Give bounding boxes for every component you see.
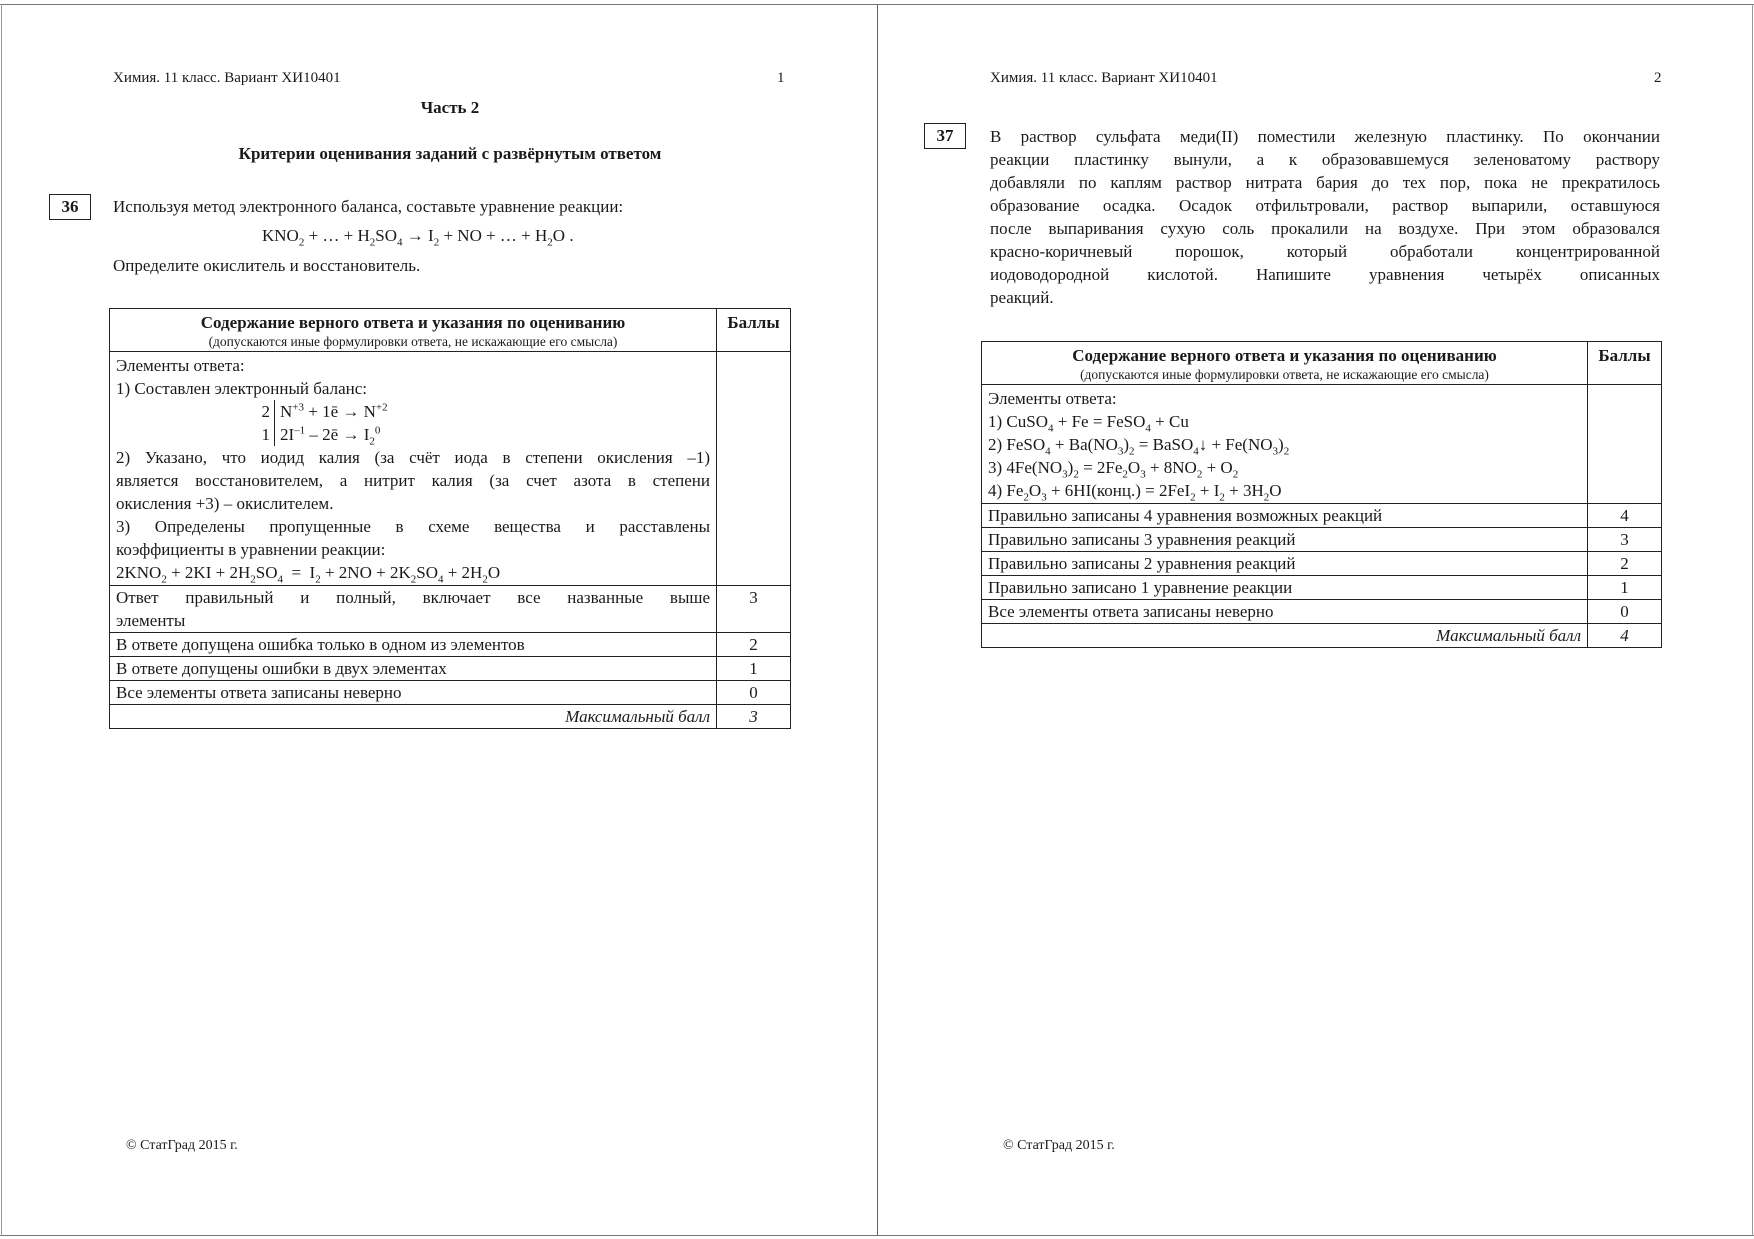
criterion-score: 0 bbox=[1588, 600, 1662, 624]
answer-elements-row bbox=[982, 385, 1662, 504]
max-score-row bbox=[110, 705, 791, 729]
answer-elements bbox=[982, 385, 1588, 504]
running-header: Химия. 11 класс. Вариант ХИ10401 bbox=[990, 70, 1218, 86]
elements-label: Элементы ответа: bbox=[116, 356, 245, 375]
task-number-box: 36 bbox=[49, 194, 91, 220]
table-row bbox=[982, 600, 1662, 624]
header-content bbox=[982, 342, 1588, 385]
task-line: после выпаривания сухую соль прокалили на воздухе. При этом образовался bbox=[990, 219, 1660, 238]
header-content bbox=[110, 309, 717, 352]
table-row bbox=[982, 576, 1662, 600]
task-followup: Определите окислитель и восстановитель. bbox=[113, 256, 421, 275]
item-2-line: окисления +3) – окислителем. bbox=[116, 494, 334, 513]
task-line: В раствор сульфата меди(II) поместили железную пластинку. По окончании bbox=[990, 127, 1660, 146]
criterion-text: Ответ правильный и полный, включает все названные выше bbox=[116, 588, 710, 607]
part-title: Часть 2 bbox=[420, 98, 480, 117]
criterion-score: 2 bbox=[1588, 552, 1662, 576]
criterion-score: 3 bbox=[1588, 528, 1662, 552]
task-text bbox=[990, 125, 1660, 309]
criteria-table-37 bbox=[981, 341, 1662, 648]
page-number: 2 bbox=[1654, 70, 1662, 86]
table-row bbox=[110, 586, 791, 633]
reaction-scheme: $KNO_2$ + … + $H_2SO_4 \to I_2$ + NO + … + $H_2O$ . bbox=[262, 226, 574, 249]
criterion-text: Все элементы ответа записаны неверно bbox=[982, 600, 1588, 624]
task-number-box: 37 bbox=[924, 123, 966, 149]
header-sub: (допускаются иные формулировки ответа, не искажающие его смысла) bbox=[208, 334, 618, 349]
task-line: образование осадка. Осадок отфильтровали, раствор выпарили, оставшуюся bbox=[990, 196, 1660, 215]
table-row bbox=[110, 681, 791, 705]
final-equation: $2KNO_2 + 2KI + 2H_2SO_4 = I_2 + 2NO + 2K_2SO_4 + 2H_2O$ bbox=[116, 563, 501, 586]
task-line: иодоводородной кислотой. Напишите уравнения четырёх описанных bbox=[990, 265, 1660, 284]
criterion-text: элементы bbox=[116, 611, 186, 630]
criterion-score: 0 bbox=[717, 681, 791, 705]
equation-4: 4) $Fe_2O_3$ + 6HI(конц.) = $2FeI_2 + I_2 + 3H_2O$ bbox=[988, 481, 1282, 504]
table-row bbox=[982, 528, 1662, 552]
criterion-score: 1 bbox=[717, 657, 791, 681]
item-2-line: является восстановителем, а нитрит калия (за счет азота в степени bbox=[116, 471, 710, 490]
table-row bbox=[982, 552, 1662, 576]
criterion-text: В ответе допущены ошибки в двух элементах bbox=[110, 657, 717, 681]
copyright-footer: © СтатГрад 2015 г. bbox=[1003, 1138, 1115, 1153]
task-prompt: Используя метод электронного баланса, составьте уравнение реакции: bbox=[113, 197, 624, 216]
max-score-value: 4 bbox=[1588, 624, 1662, 648]
criterion-text: Правильно записаны 2 уравнения реакций bbox=[982, 552, 1588, 576]
max-score-label: Максимальный балл bbox=[110, 705, 717, 729]
header-score: Баллы bbox=[717, 309, 791, 352]
table-header-row bbox=[110, 309, 791, 352]
header-sub: (допускаются иные формулировки ответа, не искажающие его смысла) bbox=[1080, 367, 1489, 382]
equation-1: 1) CuSO$_4$ + Fe = FeSO$_4$ + Cu bbox=[988, 412, 1189, 435]
criterion-score: 3 bbox=[717, 586, 791, 633]
header-score: Баллы bbox=[1588, 342, 1662, 385]
criteria-table-36 bbox=[109, 308, 791, 729]
page-2 bbox=[878, 0, 1754, 1239]
elements-label: Элементы ответа: bbox=[988, 389, 1117, 408]
balance-coef-1: 2 bbox=[261, 402, 270, 421]
header-main: Содержание верного ответа и указания по оцениванию bbox=[200, 313, 626, 332]
task-line: реакции пластинку вынули, а к образовавшемуся зеленоватому раствору bbox=[990, 150, 1660, 169]
item-1: 1) Составлен электронный баланс: bbox=[116, 379, 367, 398]
copyright-footer: © СтатГрад 2015 г. bbox=[126, 1138, 238, 1153]
equation-3: 3) $4Fe(NO_3)_2 = 2Fe_2O_3 + 8NO_2 + O_2$ bbox=[988, 458, 1239, 481]
page-number: 1 bbox=[777, 70, 785, 86]
criterion-score: 1 bbox=[1588, 576, 1662, 600]
balance-eq-2: $2I^{-1}$ – 2ē → $I_2^0$ bbox=[280, 424, 381, 448]
table-row bbox=[110, 633, 791, 657]
balance-coef-2: 1 bbox=[261, 425, 270, 444]
item-2-line: 2) Указано, что иодид калия (за счёт иода в степени окисления –1) bbox=[116, 448, 710, 467]
criterion-score: 4 bbox=[1588, 504, 1662, 528]
balance-eq-1: $N^{+3}$ + 1ē → $N^{+2}$ bbox=[280, 401, 388, 421]
table-row bbox=[110, 657, 791, 681]
task-line: реакций. bbox=[990, 288, 1054, 307]
equation-2: 2) FeSO$_4$ + $Ba(NO_3)_2$ = BaSO$_4$↓ + $Fe(NO_3)_2$ bbox=[988, 435, 1290, 458]
task-line: добавляли по каплям раствор нитрата бария до тех пор, пока не прекратилось bbox=[990, 173, 1660, 192]
criteria-title: Критерии оценивания заданий с развёрнутым ответом bbox=[238, 144, 662, 163]
task-line: красно-коричневый порошок, который обработали концентрированной bbox=[990, 242, 1660, 261]
running-header: Химия. 11 класс. Вариант ХИ10401 bbox=[113, 70, 341, 86]
table-row bbox=[982, 504, 1662, 528]
criterion-text: Все элементы ответа записаны неверно bbox=[110, 681, 717, 705]
criterion-text: Правильно записаны 4 уравнения возможных реакций bbox=[982, 504, 1588, 528]
item-3-line: 3) Определены пропущенные в схеме вещества и расставлены bbox=[116, 517, 710, 536]
header-main: Содержание верного ответа и указания по оцениванию bbox=[1072, 346, 1497, 365]
criterion-text: В ответе допущена ошибка только в одном из элементов bbox=[110, 633, 717, 657]
max-score-row bbox=[982, 624, 1662, 648]
table-header-row bbox=[982, 342, 1662, 385]
answer-elements-row bbox=[110, 352, 791, 586]
electron-balance bbox=[254, 400, 710, 446]
criterion-text: Правильно записано 1 уравнение реакции bbox=[982, 576, 1588, 600]
max-score-label: Максимальный балл bbox=[982, 624, 1588, 648]
item-3-line: коэффициенты в уравнении реакции: bbox=[116, 540, 386, 559]
answer-elements bbox=[110, 352, 717, 586]
criterion-text: Правильно записаны 3 уравнения реакций bbox=[982, 528, 1588, 552]
max-score-value: 3 bbox=[717, 705, 791, 729]
criterion-score: 2 bbox=[717, 633, 791, 657]
